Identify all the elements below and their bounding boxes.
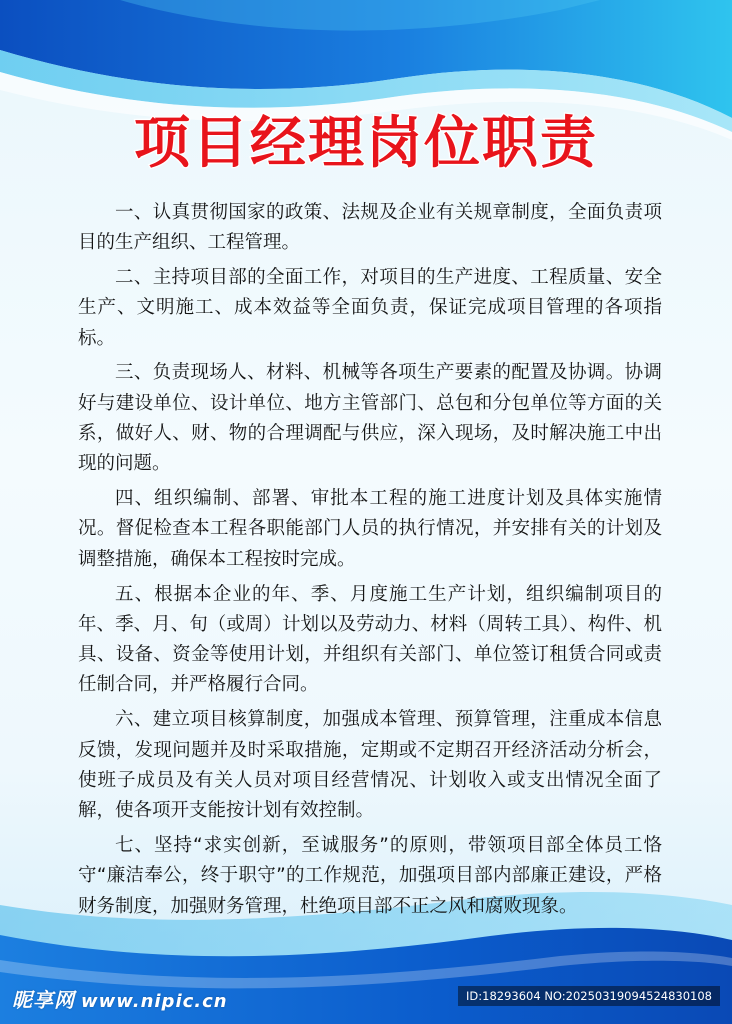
page-title: 项目经理岗位职责 [134,111,598,176]
watermark-logo [12,984,228,1013]
duties-list [78,198,662,926]
duty-paragraph-5: 五、根据本企业的年、季、月度施工生产计划，组织编制项目的年、季、月、旬（或周）计划以及劳动力、材料（周转工具）、构件、机具、设备、资金等使用计划，并组织有关部门、单位签订租赁合同或责任制合同，并严格履行合同。 [78,583,662,696]
watermark-id: ID:18293604 NO:20250319094524830108 [458,986,720,1006]
duty-paragraph-7: 七、坚持“求实创新，至诚服务”的原则，带领项目部全体员工恪守“廉洁奉公，终于职守”的工作规范，加强项目部内部廉正建设，严格财务制度，加强财务管理，杜绝项目部不正之风和腐败现象。 [78,834,662,917]
duty-paragraph-6: 六、建立项目核算制度，加强成本管理、预算管理，注重成本信息反馈，发现问题并及时采取措施，定期或不定期召开经济活动分析会，使班子成员及有关人员对项目经营情况、计划收入或支出情况全面了解，使各项开支能按计划有效控制。 [78,709,662,822]
duty-paragraph-1: 一、认真贯彻国家的政策、法规及企业有关规章制度，全面负责项目的生产组织、工程管理。 [78,202,662,254]
duty-paragraph-4: 四、组织编制、部署、审批本工程的施工进度计划及具体实施情况。督促检查本工程各职能部门人员的执行情况，并安排有关的计划及调整措施，确保本工程按时完成。 [78,488,662,570]
duty-paragraph-2: 二、主持项目部的全面工作，对项目的生产进度、工程质量、安全生产、文明施工、成本效益等全面负责，保证完成项目管理的各项指标。 [78,267,662,349]
watermark-site: www.nipic.cn [81,991,228,1012]
duty-paragraph-3: 三、负责现场人、材料、机械等各项生产要素的配置及协调。协调好与建设单位、设计单位、地方主管部门、总包和分包单位等方面的关系，做好人、财、物的合理调配与供应，深入现场，及时解决施工中出现的问题。 [78,362,662,475]
watermark-brand: 昵享网 [12,988,75,1012]
